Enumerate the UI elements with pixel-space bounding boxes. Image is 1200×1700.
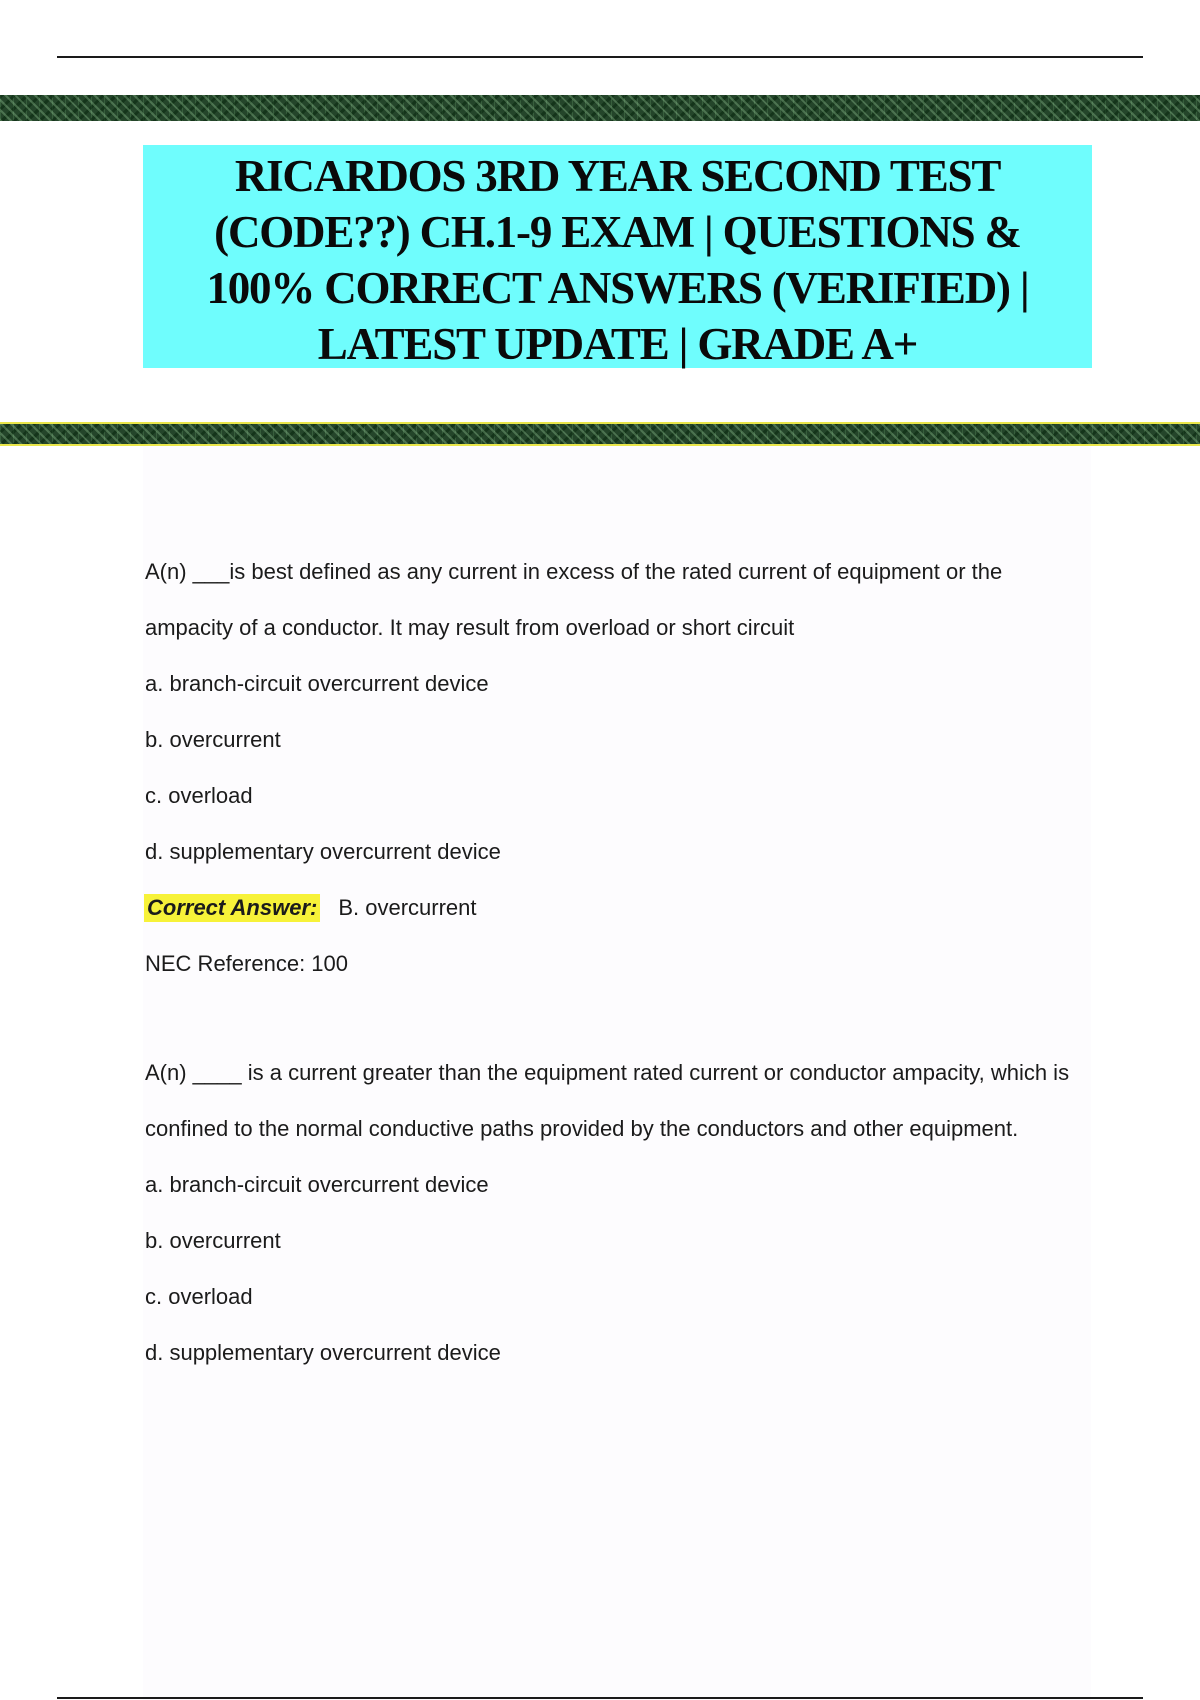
option-a: a. branch-circuit overcurrent device xyxy=(145,1172,489,1197)
decorative-band-top xyxy=(0,95,1200,121)
document-title: RICARDOS 3RD YEAR SECOND TEST (CODE??) CH.1-9 EXAM | QUESTIONS & 100% CORRECT ANSWERS (VERIFIED) | LATEST UPDATE | GRADE A+ xyxy=(206,150,1029,369)
question-block xyxy=(145,1045,1095,1381)
correct-answer-value: B. overcurrent xyxy=(338,895,477,920)
option-d: d. supplementary overcurrent device xyxy=(145,839,501,864)
decorative-band-bottom xyxy=(0,422,1200,446)
footer-rule xyxy=(57,1697,1143,1699)
option-d: d. supplementary overcurrent device xyxy=(145,1340,501,1365)
correct-answer-label: Correct Answer: xyxy=(144,894,320,922)
header-rule xyxy=(57,56,1143,58)
option-c: c. overload xyxy=(145,783,253,808)
nec-reference: NEC Reference: 100 xyxy=(145,951,348,976)
title-banner xyxy=(143,145,1092,368)
correct-answer-row xyxy=(145,880,1095,936)
option-b: b. overcurrent xyxy=(145,727,281,752)
option-c: c. overload xyxy=(145,1284,253,1309)
question-block xyxy=(145,544,1095,992)
option-b: b. overcurrent xyxy=(145,1228,281,1253)
question-stem: A(n) ____ is a current greater than the equipment rated current or conductor ampacity, which is confined to the normal conductive paths provided by the conductors and other equipment. xyxy=(145,1060,1070,1141)
question-stem: A(n) ___is best defined as any current in excess of the rated current of equipment or the ampacity of a conductor. It may result from overload or short circuit xyxy=(145,559,1003,640)
option-a: a. branch-circuit overcurrent device xyxy=(145,671,489,696)
